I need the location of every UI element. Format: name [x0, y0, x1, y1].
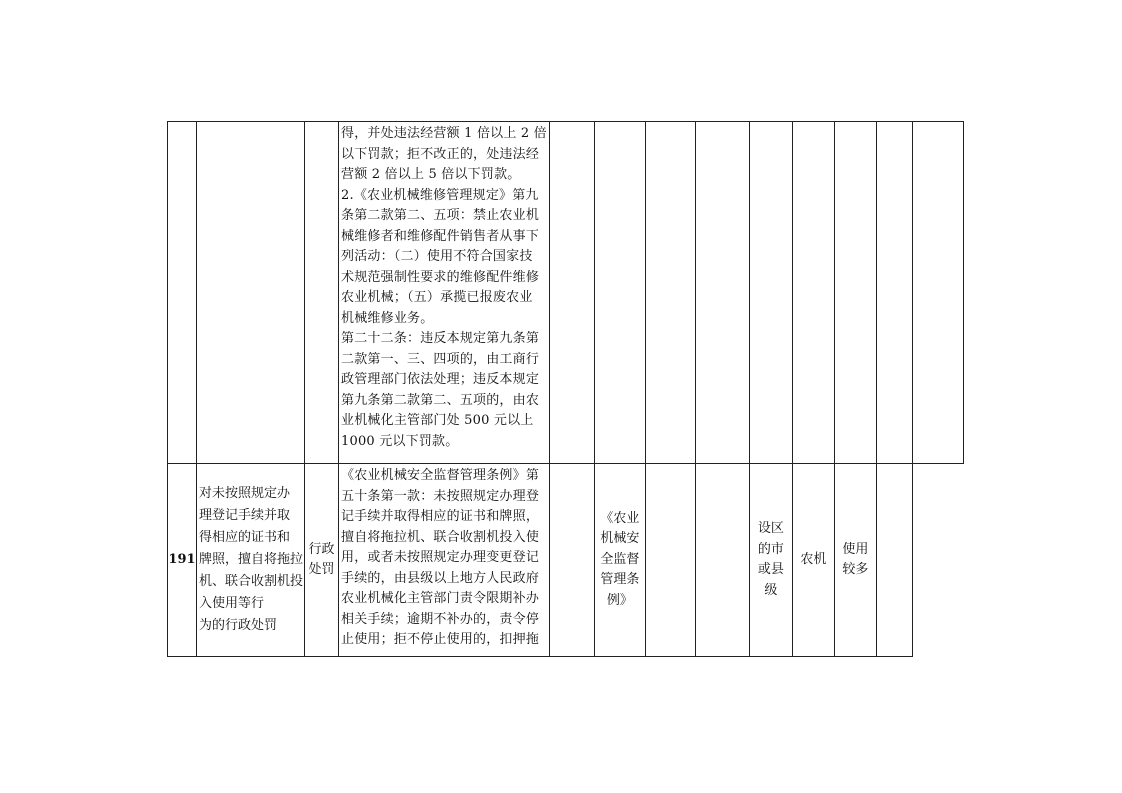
basis-line: 政管理部门依法处理；违反本规定	[341, 372, 540, 387]
matter-line: 入使用等行	[199, 596, 265, 611]
level-line: 或县	[757, 562, 784, 577]
power-category-cell	[305, 122, 339, 464]
matter-line: 对未按照规定办	[199, 486, 291, 501]
empty-cell	[645, 464, 695, 657]
empty-cell	[876, 122, 912, 464]
legal-source-cell	[594, 464, 645, 657]
empty-cell	[549, 464, 594, 657]
basis-line: 得，并处违法经营额 1 倍以上 2 倍	[341, 126, 547, 141]
empty-cell	[695, 464, 749, 657]
basis-line: 术规范强制性要求的维修配件维修	[341, 269, 540, 285]
level-line: 设区	[757, 521, 784, 536]
basis-line: 二款第一、三、四项的，由工商行	[341, 351, 540, 367]
category-line: 处罚	[308, 562, 335, 577]
basis-line: 2.《农业机械维修管理规定》第九	[341, 187, 539, 203]
matter-name-cell	[197, 122, 305, 464]
basis-line: 五十条第一款：未按照规定办理登	[341, 488, 540, 504]
empty-cell	[876, 464, 912, 657]
basis-line: 第九条第二款第二、五项的，由农	[341, 392, 540, 408]
frequency-cell	[834, 464, 876, 657]
row-number-cell: 191	[168, 464, 197, 657]
basis-line: 手续的，由县级以上地方人民政府	[341, 570, 540, 586]
table-row-191	[168, 464, 964, 657]
category-line: 行政	[308, 541, 335, 557]
empty-cell	[749, 122, 792, 464]
row-number-cell	[168, 122, 197, 464]
table-row-continuation	[168, 122, 964, 464]
empty-cell	[645, 122, 695, 464]
matter-name-cell	[197, 464, 305, 657]
power-list-table	[167, 121, 964, 657]
basis-line: 机械维修业务。	[341, 310, 434, 326]
source-line: 管理条	[600, 572, 640, 588]
basis-line: 止使用；拒不停止使用的，扣押拖	[341, 632, 540, 647]
basis-line: 业机械化主管部门处 500 元以上	[341, 413, 534, 428]
basis-line: 农业机械化主管部门责令限期补办	[341, 591, 540, 606]
source-line: 全监督	[600, 551, 640, 567]
level-line: 的市	[757, 541, 784, 557]
source-line: 例》	[606, 592, 633, 608]
empty-cell	[792, 122, 834, 464]
basis-line: 械维修者和维修配件销售者从事下	[341, 228, 540, 244]
basis-line: 以下罚款；拒不改正的，处违法经	[341, 146, 540, 162]
matter-line: 机、联合收割机投	[199, 574, 304, 589]
empty-cell	[549, 122, 594, 464]
exercise-level-cell	[749, 464, 792, 657]
level-line: 级	[764, 582, 778, 598]
basis-line: 列活动：（二）使用不符合国家技	[341, 249, 533, 264]
department-cell: 农机	[792, 464, 834, 657]
basis-line: 记手续并取得相应的证书和牌照，	[341, 509, 540, 524]
basis-line: 1000 元以下罚款。	[341, 433, 459, 449]
matter-line: 牌照，擅自将拖拉	[199, 552, 304, 567]
empty-cell	[912, 122, 963, 464]
basis-line: 擅自将拖拉机、联合收割机投入使	[341, 529, 540, 545]
basis-line: 相关手续；逾期不补办的，责令停	[341, 611, 540, 627]
basis-line: 第二十二条：违反本规定第九条第	[341, 331, 540, 346]
empty-cell	[695, 122, 749, 464]
legal-basis-cell	[339, 464, 550, 657]
basis-line: 农业机械；（五）承揽已报废农业	[341, 290, 533, 305]
source-line: 《农业	[600, 510, 640, 526]
basis-line: 用，或者未按照规定办理变更登记	[341, 550, 540, 565]
matter-line: 为的行政处罚	[199, 618, 278, 633]
basis-line: 《农业机械安全监督管理条例》第	[341, 468, 540, 483]
basis-line: 条第二款第二、五项：禁止农业机	[341, 208, 540, 223]
frequency-line: 较多	[842, 562, 869, 577]
source-line: 机械安	[600, 531, 640, 547]
empty-cell	[594, 122, 645, 464]
legal-basis-cell	[339, 122, 550, 464]
power-category-cell	[305, 464, 339, 657]
empty-cell	[834, 122, 876, 464]
frequency-line: 使用	[842, 541, 869, 557]
basis-line: 营额 2 倍以上 5 倍以下罚款。	[341, 167, 521, 182]
matter-line: 得相应的证书和	[199, 530, 291, 545]
matter-line: 理登记手续并取	[199, 508, 291, 523]
